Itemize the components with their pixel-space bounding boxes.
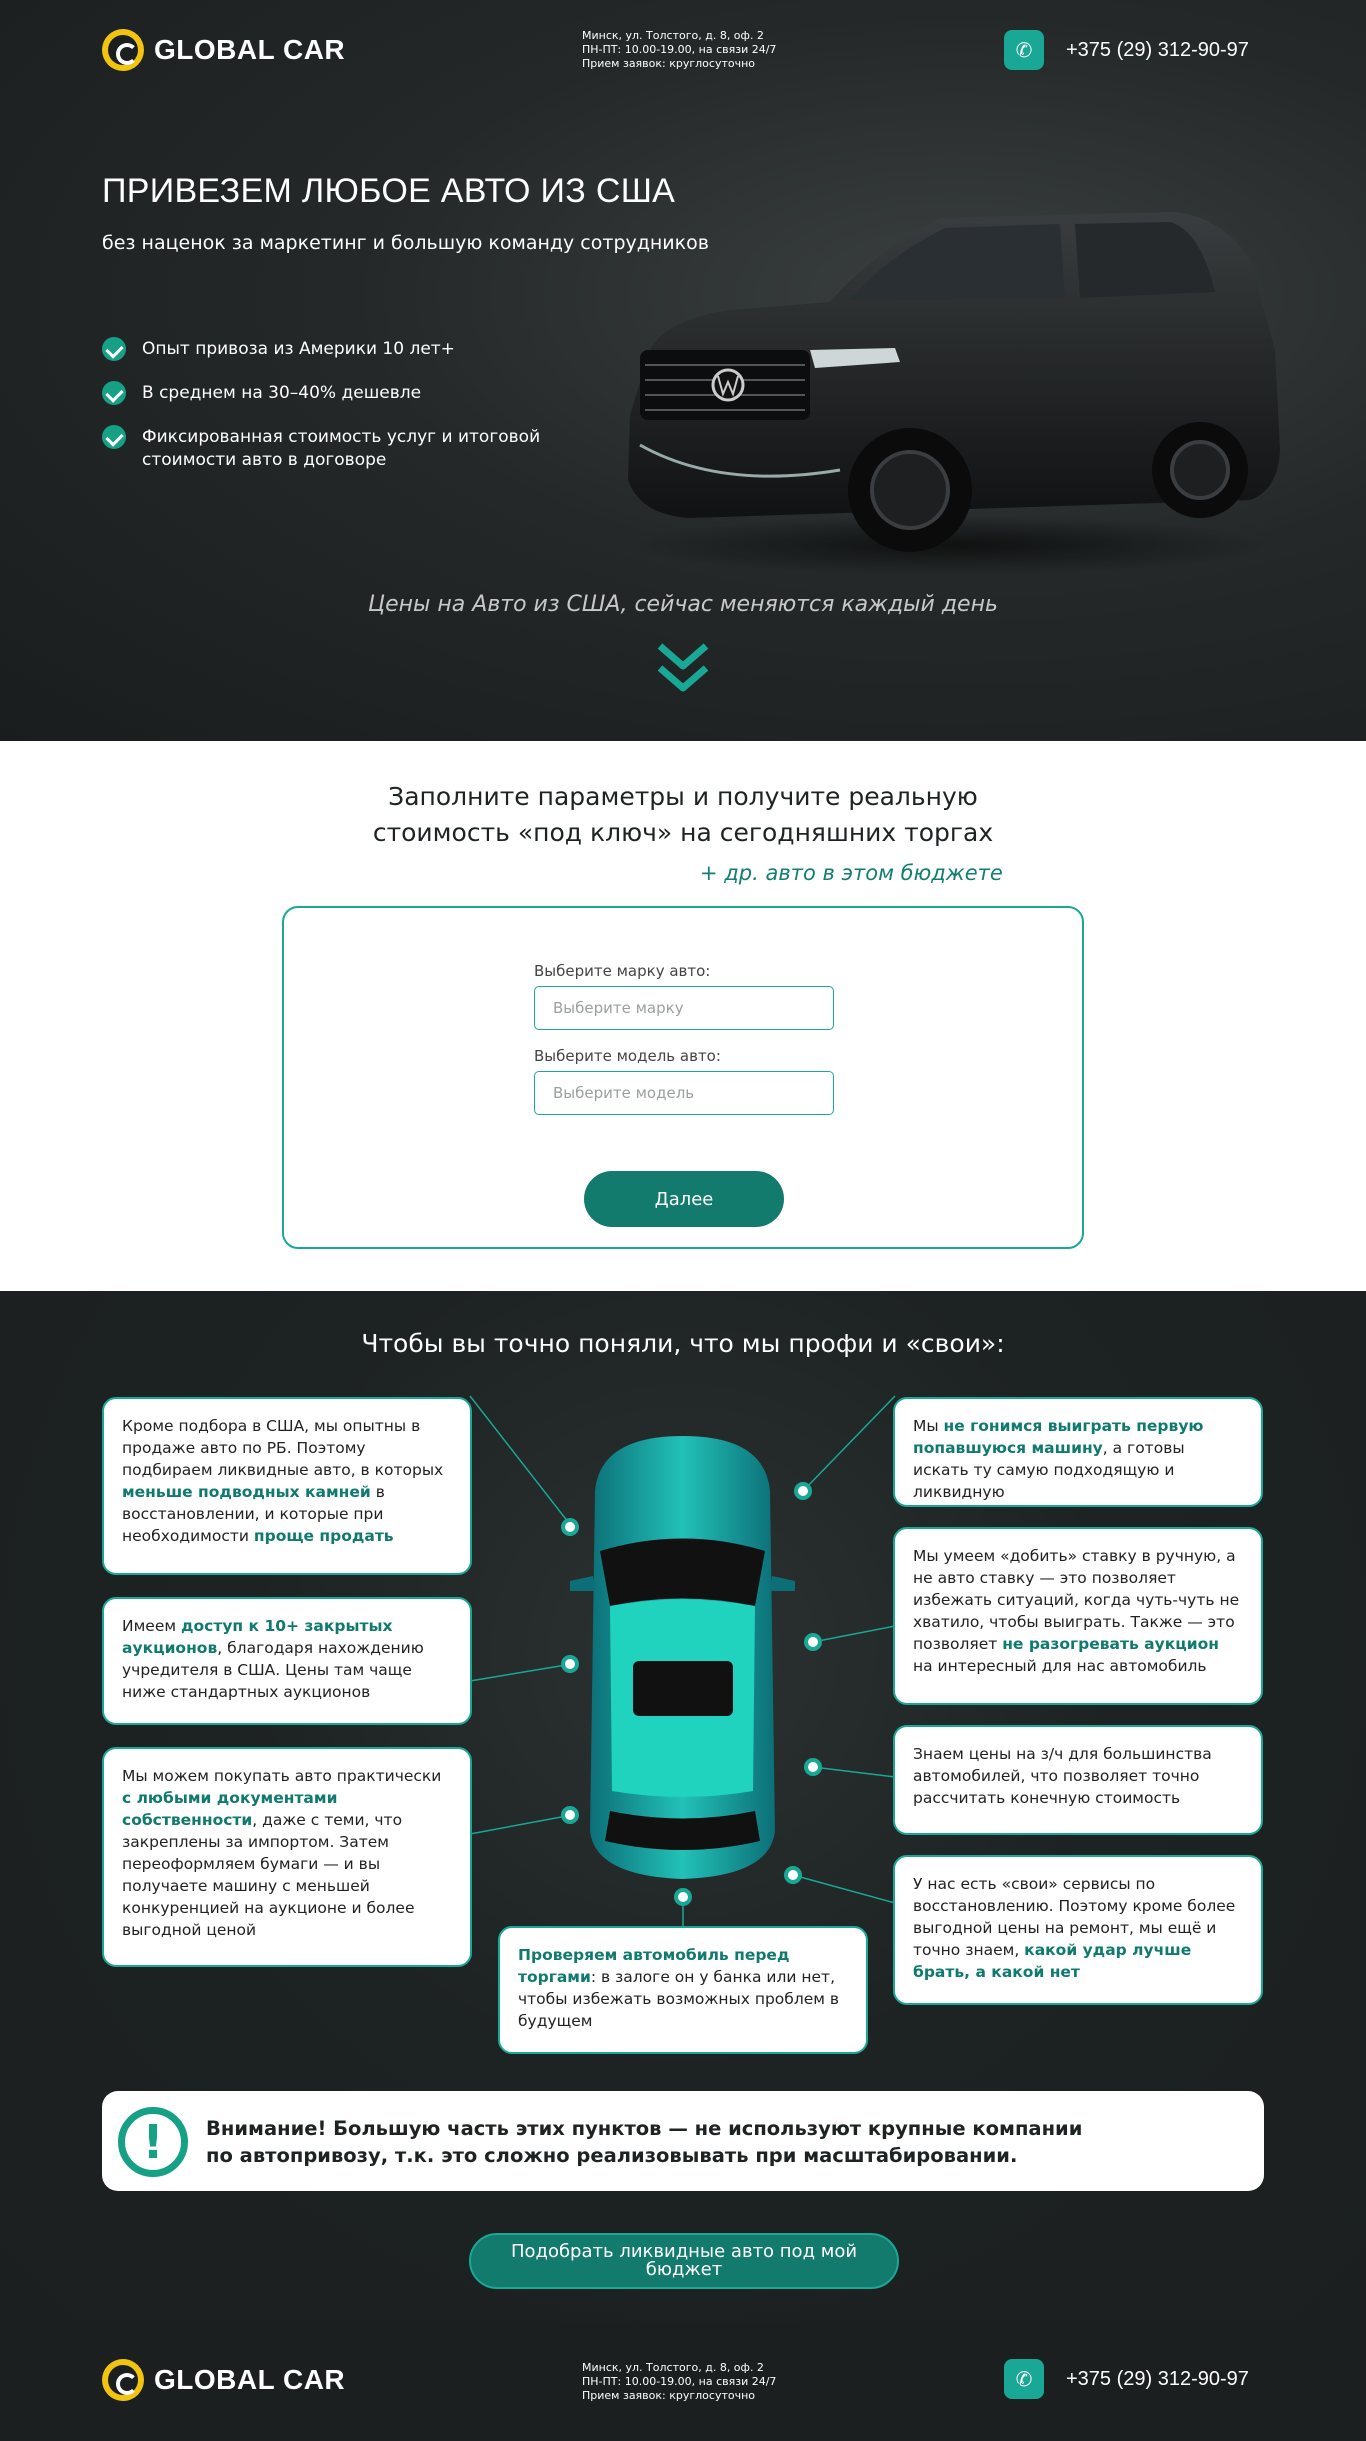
- card-highlight: не гонимся выиграть первую попавшуюся машину: [913, 1417, 1204, 1457]
- card-highlight: какой удар лучше брать, а какой нет: [913, 1941, 1192, 1981]
- advantage-card: [893, 1527, 1263, 1705]
- card-text: Знаем цены на з/ч для большинства автомобилей, что позволяет точно рассчитать конечную стоимость: [913, 1745, 1212, 1807]
- card-text: Кроме подбора в США, мы опытны в продаже авто по РБ. Поэтому подбираем ликвидные авто, в которых: [122, 1417, 444, 1479]
- card-highlight: Проверяем автомобиль перед торгами: [518, 1946, 790, 1986]
- connector-dot: [561, 1806, 579, 1824]
- footer-contact-info: [582, 2361, 776, 2403]
- footer-logo[interactable]: [102, 2359, 345, 2401]
- advantage-card: [893, 1855, 1263, 2005]
- form-title-line2: стоимость «под ключ» на сегодняшних торгах: [372, 818, 994, 847]
- feature-text: Фиксированная стоимость услуг и итоговой стоимости авто в договоре: [142, 427, 541, 470]
- card-text: , а готовы искать ту самую подходящую и ликвидную: [913, 1439, 1185, 1501]
- address: Минск, ул. Толстого, д. 8, оф. 2: [582, 2361, 764, 2374]
- card-text: У нас есть «свои» сервисы по восстановлению. Поэтому кроме более выгодной цены на ремонт, мы ещё и точно знаем,: [913, 1875, 1236, 1959]
- connector-dot: [561, 1655, 579, 1673]
- feature-item: [102, 382, 572, 405]
- advantage-card: [893, 1725, 1263, 1835]
- card-text: на интересный для нас автомобиль: [913, 1657, 1207, 1675]
- phone-number[interactable]: +375 (29) 312-90-97: [1066, 38, 1249, 61]
- connector-dot: [674, 1888, 692, 1906]
- logo-text: GLOBAL CAR: [154, 2364, 346, 2395]
- request-hours: Прием заявок: круглосуточно: [582, 2389, 756, 2402]
- next-button[interactable]: Далее: [584, 1171, 784, 1227]
- connector-dot: [784, 1866, 802, 1884]
- logo-text: GLOBAL CAR: [154, 34, 346, 65]
- check-icon: [102, 381, 126, 405]
- advantage-card: [102, 1747, 472, 1967]
- chevron-down-icon[interactable]: [654, 642, 712, 694]
- card-highlight: меньше подводных камней: [122, 1483, 371, 1501]
- connector-dot: [561, 1518, 579, 1536]
- hero-section: [0, 0, 1366, 741]
- price-note: Цены на Авто из США, сейчас меняются каждый день: [368, 592, 998, 617]
- card-text: Мы умеем «добить» ставку в ручную, а не авто ставку — это позволяет избежать ситуаций, когда чуть-чуть не хватило, чтобы выиграть. Также — это позволяет: [913, 1547, 1240, 1653]
- connector-dot: [804, 1633, 822, 1651]
- notice-line1: Внимание! Большую часть этих пунктов — не используют крупные компании: [206, 2117, 1083, 2140]
- logo[interactable]: [102, 29, 345, 71]
- calc-form-section: [0, 741, 1366, 1291]
- exclamation-icon: !: [118, 2107, 188, 2177]
- phone-icon[interactable]: ✆: [1004, 2359, 1044, 2399]
- advantage-card: [102, 1597, 472, 1725]
- advantage-card: [498, 1926, 868, 2054]
- check-icon: [102, 425, 126, 449]
- site-header: [0, 0, 1366, 100]
- card-text: , даже с теми, что закреплены за импортом. Затем переоформляем бумаги — и вы получаете машину с меньшей конкуренцией на аукционе и более выгодной ценой: [122, 1811, 415, 1939]
- advantage-card: [893, 1397, 1263, 1507]
- card-highlight: с любыми документами собственности: [122, 1789, 338, 1829]
- working-hours: ПН-ПТ: 10.00-19.00, на связи 24/7: [582, 43, 777, 56]
- logo-mark-icon: [102, 2359, 144, 2401]
- car-top-view-image: [555, 1431, 810, 1881]
- site-footer: [0, 2321, 1366, 2441]
- feature-text: Опыт привоза из Америки 10 лет+: [142, 339, 455, 359]
- phone-block[interactable]: [1004, 30, 1249, 70]
- feature-item: [102, 338, 572, 361]
- feature-text: В среднем на 30–40% дешевле: [142, 383, 422, 403]
- suv-car-image: [610, 200, 1290, 580]
- card-highlight: проще продать: [253, 1527, 394, 1545]
- phone-icon[interactable]: ✆: [1004, 30, 1044, 70]
- check-icon: [102, 337, 126, 361]
- card-highlight: доступ к 10+ закрытых аукционов: [122, 1617, 393, 1657]
- form-bonus: + др. авто в этом бюджете: [700, 861, 1003, 885]
- notice-line2: по автопривозу, т.к. это сложно реализовывать при масштабировании.: [206, 2144, 1018, 2167]
- card-highlight: не разогревать аукцион: [1002, 1635, 1219, 1653]
- hero-subtitle: без наценок за маркетинг и большую команду сотрудников: [102, 232, 709, 254]
- form-card: [282, 906, 1084, 1249]
- feature-item: [102, 426, 572, 472]
- notice-banner: [102, 2091, 1264, 2191]
- card-text: Имеем: [122, 1617, 181, 1635]
- notice-text: [206, 2115, 1246, 2169]
- form-title-line1: Заполните параметры и получите реальную: [388, 782, 978, 811]
- address: Минск, ул. Толстого, д. 8, оф. 2: [582, 29, 764, 42]
- request-hours: Прием заявок: круглосуточно: [582, 57, 756, 70]
- hero-title: ПРИВЕЗЕМ ЛЮБОЕ АВТО ИЗ США: [102, 172, 676, 210]
- contact-info: [582, 29, 776, 71]
- card-text: : в залоге он у банка или нет, чтобы избежать возможных проблем в будущем: [518, 1968, 840, 2030]
- working-hours: ПН-ПТ: 10.00-19.00, на связи 24/7: [582, 2375, 777, 2388]
- brand-select[interactable]: [534, 986, 834, 1030]
- card-text: в восстановлении, и которые при необходимости: [122, 1483, 385, 1545]
- footer-phone-block[interactable]: [1004, 2359, 1249, 2399]
- form-title: [0, 779, 1366, 851]
- brand-label: Выберите марку авто:: [534, 962, 711, 980]
- phone-number[interactable]: +375 (29) 312-90-97: [1066, 2367, 1249, 2390]
- advantages-title: Чтобы вы точно поняли, что мы профи и «свои»:: [361, 1329, 1005, 1358]
- connector-dot: [804, 1758, 822, 1776]
- model-select[interactable]: [534, 1071, 834, 1115]
- feature-list: [102, 338, 572, 493]
- model-label: Выберите модель авто:: [534, 1047, 721, 1065]
- card-text: Мы можем покупать авто практически: [122, 1767, 442, 1785]
- card-text: Мы: [913, 1417, 944, 1435]
- connector-dot: [794, 1482, 812, 1500]
- advantages-section: [0, 1291, 1366, 2321]
- logo-mark-icon: [102, 29, 144, 71]
- advantage-card: [102, 1397, 472, 1575]
- card-text: , благодаря нахождению учредителя в США. Цены там чаще ниже стандартных аукционов: [122, 1639, 424, 1701]
- pick-cars-button[interactable]: Подобрать ликвидные авто под мой бюджет: [469, 2233, 899, 2289]
